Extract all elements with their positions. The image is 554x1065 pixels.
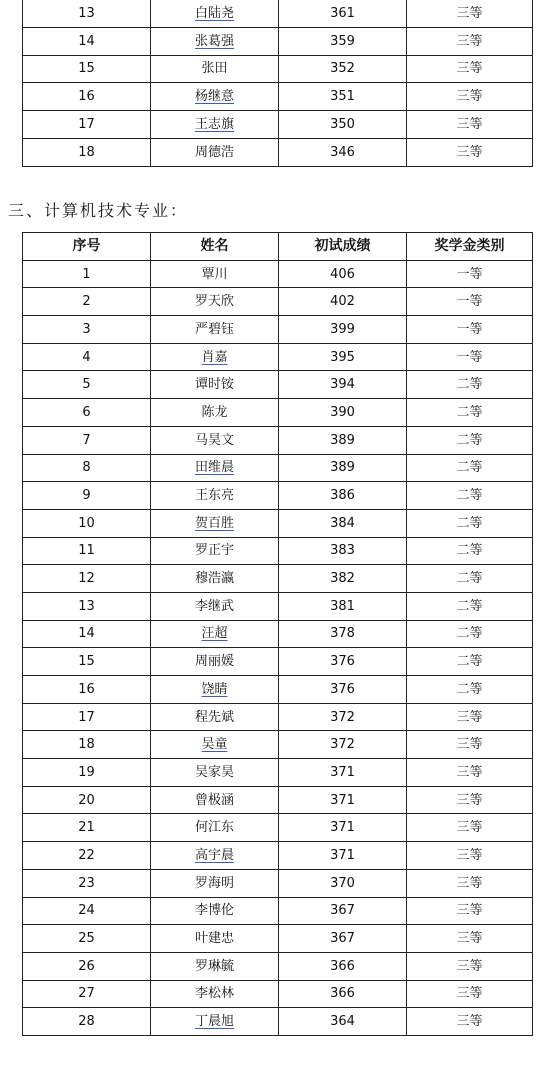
cell-initial-score: 359 bbox=[330, 33, 355, 49]
cell-scholarship-category: 三等 bbox=[456, 33, 483, 49]
cell-serial-number: 3 bbox=[82, 321, 91, 337]
cell-initial-score: 371 bbox=[330, 792, 355, 808]
cell-scholarship-category: 二等 bbox=[456, 432, 483, 448]
cell-name: 覃川 bbox=[201, 266, 228, 282]
cell-serial-number: 20 bbox=[78, 792, 95, 808]
cell-name: 李继武 bbox=[194, 598, 234, 614]
cell-initial-score: 351 bbox=[330, 89, 355, 105]
cell-scholarship-category: 三等 bbox=[456, 5, 483, 21]
cell-name: 李松林 bbox=[194, 986, 234, 1002]
cell-name: 李博伦 bbox=[194, 903, 234, 919]
header-scholarship-category: 奖学金类别 bbox=[407, 233, 533, 261]
cell-initial-score: 395 bbox=[330, 349, 355, 365]
cell-initial-score: 376 bbox=[330, 654, 355, 670]
cell-initial-score: 366 bbox=[330, 986, 355, 1002]
cell-initial-score: 383 bbox=[330, 543, 355, 559]
cell-serial-number: 10 bbox=[78, 515, 95, 531]
computer-technology-table-body bbox=[23, 260, 533, 1035]
cell-scholarship-category: 一等 bbox=[456, 349, 483, 365]
cell-initial-score: 394 bbox=[330, 377, 355, 393]
cell-serial-number: 8 bbox=[82, 460, 91, 476]
cell-serial-number: 18 bbox=[78, 144, 95, 160]
cell-serial-number: 17 bbox=[78, 117, 95, 133]
cell-scholarship-category: 三等 bbox=[456, 903, 483, 919]
cell-name: 陈龙 bbox=[201, 404, 228, 420]
cell-name: 谭时铵 bbox=[194, 377, 234, 393]
cell-name: 吴童 bbox=[201, 737, 228, 753]
table-row bbox=[23, 925, 533, 953]
cell-name: 贺百胜 bbox=[194, 515, 234, 531]
cell-initial-score: 372 bbox=[330, 737, 355, 753]
cell-scholarship-category: 一等 bbox=[456, 321, 483, 337]
table-row bbox=[23, 316, 533, 344]
header-name: 姓名 bbox=[151, 233, 279, 261]
cell-name: 王志旗 bbox=[194, 117, 234, 133]
cell-serial-number: 16 bbox=[78, 681, 95, 697]
cell-serial-number: 5 bbox=[82, 377, 91, 393]
cell-serial-number: 9 bbox=[82, 488, 91, 504]
cell-initial-score: 371 bbox=[330, 764, 355, 780]
table-row bbox=[23, 454, 533, 482]
cell-initial-score: 402 bbox=[330, 294, 355, 310]
cell-scholarship-category: 一等 bbox=[456, 294, 483, 310]
cell-name: 罗海明 bbox=[194, 875, 234, 891]
cell-scholarship-category: 三等 bbox=[456, 709, 483, 725]
cell-name: 罗琳毓 bbox=[194, 958, 234, 974]
cell-serial-number: 15 bbox=[78, 61, 95, 77]
table-row bbox=[23, 592, 533, 620]
cell-serial-number: 11 bbox=[78, 543, 95, 559]
cell-scholarship-category: 二等 bbox=[456, 460, 483, 476]
cell-scholarship-category: 二等 bbox=[456, 571, 483, 587]
cell-scholarship-category: 二等 bbox=[456, 654, 483, 670]
table-row bbox=[23, 27, 533, 55]
table-row bbox=[23, 842, 533, 870]
cell-name: 张葛强 bbox=[194, 33, 234, 49]
cell-initial-score: 361 bbox=[330, 5, 355, 21]
cell-initial-score: 350 bbox=[330, 117, 355, 133]
cell-scholarship-category: 二等 bbox=[456, 377, 483, 393]
cell-initial-score: 376 bbox=[330, 681, 355, 697]
table-row bbox=[23, 537, 533, 565]
table-row bbox=[23, 509, 533, 537]
cell-name: 吴家昊 bbox=[194, 764, 234, 780]
table-row bbox=[23, 897, 533, 925]
section-heading: 三、计算机技术专业： bbox=[8, 201, 189, 220]
table-row bbox=[23, 288, 533, 316]
table-row bbox=[23, 0, 533, 27]
cell-name: 肖嘉 bbox=[201, 349, 228, 365]
cell-name: 穆浩瀛 bbox=[194, 571, 234, 587]
table-row bbox=[23, 111, 533, 139]
cell-initial-score: 367 bbox=[330, 903, 355, 919]
cell-scholarship-category: 三等 bbox=[456, 737, 483, 753]
cell-name: 马昊文 bbox=[194, 432, 234, 448]
cell-scholarship-category: 三等 bbox=[456, 61, 483, 77]
cell-serial-number: 25 bbox=[78, 931, 95, 947]
table-row bbox=[23, 55, 533, 83]
cell-scholarship-category: 三等 bbox=[456, 1014, 483, 1030]
cell-serial-number: 6 bbox=[82, 404, 91, 420]
table-row bbox=[23, 980, 533, 1008]
cell-scholarship-category: 二等 bbox=[456, 488, 483, 504]
cell-initial-score: 378 bbox=[330, 626, 355, 642]
cell-scholarship-category: 三等 bbox=[456, 875, 483, 891]
cell-initial-score: 370 bbox=[330, 875, 355, 891]
cell-scholarship-category: 三等 bbox=[456, 792, 483, 808]
cell-serial-number: 12 bbox=[78, 571, 95, 587]
cell-initial-score: 371 bbox=[330, 820, 355, 836]
cell-serial-number: 27 bbox=[78, 986, 95, 1002]
cell-serial-number: 14 bbox=[78, 33, 95, 49]
cell-name: 周丽媛 bbox=[194, 654, 234, 670]
cell-serial-number: 7 bbox=[82, 432, 91, 448]
cell-initial-score: 389 bbox=[330, 460, 355, 476]
table-row bbox=[23, 83, 533, 111]
cell-initial-score: 372 bbox=[330, 709, 355, 725]
cell-scholarship-category: 三等 bbox=[456, 986, 483, 1002]
table-row bbox=[23, 482, 533, 510]
cell-serial-number: 17 bbox=[78, 709, 95, 725]
cell-serial-number: 16 bbox=[78, 89, 95, 105]
cell-serial-number: 4 bbox=[82, 349, 91, 365]
cell-name: 罗正宇 bbox=[194, 543, 234, 559]
computer-technology-scholarship-table bbox=[22, 232, 533, 1036]
table-row bbox=[23, 869, 533, 897]
cell-name: 周德浩 bbox=[194, 144, 234, 160]
cell-serial-number: 19 bbox=[78, 764, 95, 780]
cell-initial-score: 406 bbox=[330, 266, 355, 282]
cell-name: 张田 bbox=[201, 61, 228, 77]
table-row bbox=[23, 565, 533, 593]
previous-section-table-body bbox=[23, 0, 533, 166]
cell-initial-score: 367 bbox=[330, 931, 355, 947]
table-row bbox=[23, 786, 533, 814]
cell-name: 罗天欣 bbox=[194, 294, 234, 310]
cell-initial-score: 352 bbox=[330, 61, 355, 77]
cell-initial-score: 366 bbox=[330, 958, 355, 974]
cell-scholarship-category: 二等 bbox=[456, 598, 483, 614]
cell-scholarship-category: 二等 bbox=[456, 681, 483, 697]
table-row bbox=[23, 260, 533, 288]
table-row bbox=[23, 138, 533, 166]
cell-name: 严碧钰 bbox=[194, 321, 234, 337]
table-row bbox=[23, 952, 533, 980]
cell-serial-number: 2 bbox=[82, 294, 91, 310]
cell-serial-number: 14 bbox=[78, 626, 95, 642]
cell-serial-number: 13 bbox=[78, 598, 95, 614]
cell-name: 白陆尧 bbox=[194, 5, 234, 21]
cell-name: 丁晨旭 bbox=[194, 1014, 234, 1030]
cell-scholarship-category: 一等 bbox=[456, 266, 483, 282]
cell-serial-number: 28 bbox=[78, 1014, 95, 1030]
table-row bbox=[23, 399, 533, 427]
header-serial-number: 序号 bbox=[23, 233, 151, 261]
cell-serial-number: 15 bbox=[78, 654, 95, 670]
cell-initial-score: 386 bbox=[330, 488, 355, 504]
cell-scholarship-category: 三等 bbox=[456, 958, 483, 974]
cell-serial-number: 23 bbox=[78, 875, 95, 891]
cell-scholarship-category: 三等 bbox=[456, 820, 483, 836]
cell-serial-number: 21 bbox=[78, 820, 95, 836]
cell-initial-score: 381 bbox=[330, 598, 355, 614]
table-row bbox=[23, 814, 533, 842]
cell-name: 曾极涵 bbox=[194, 792, 234, 808]
cell-scholarship-category: 二等 bbox=[456, 626, 483, 642]
cell-scholarship-category: 三等 bbox=[456, 89, 483, 105]
table-row bbox=[23, 648, 533, 676]
cell-initial-score: 384 bbox=[330, 515, 355, 531]
cell-serial-number: 24 bbox=[78, 903, 95, 919]
table-row bbox=[23, 1008, 533, 1036]
cell-scholarship-category: 二等 bbox=[456, 515, 483, 531]
cell-initial-score: 382 bbox=[330, 571, 355, 587]
table-row bbox=[23, 371, 533, 399]
cell-name: 饶睛 bbox=[201, 681, 228, 697]
cell-serial-number: 26 bbox=[78, 958, 95, 974]
table-header-row bbox=[23, 233, 533, 261]
table-row bbox=[23, 676, 533, 704]
cell-name: 杨继意 bbox=[194, 89, 234, 105]
table-row bbox=[23, 426, 533, 454]
cell-name: 叶建忠 bbox=[194, 931, 234, 947]
cell-initial-score: 364 bbox=[330, 1014, 355, 1030]
cell-name: 田维晨 bbox=[194, 460, 234, 476]
cell-initial-score: 346 bbox=[330, 144, 355, 160]
cell-scholarship-category: 三等 bbox=[456, 764, 483, 780]
cell-name: 高宇晨 bbox=[194, 847, 234, 863]
table-row bbox=[23, 343, 533, 371]
cell-serial-number: 22 bbox=[78, 847, 95, 863]
cell-scholarship-category: 三等 bbox=[456, 847, 483, 863]
cell-initial-score: 390 bbox=[330, 404, 355, 420]
cell-initial-score: 389 bbox=[330, 432, 355, 448]
table-row bbox=[23, 731, 533, 759]
cell-name: 王东亮 bbox=[194, 488, 234, 504]
cell-scholarship-category: 二等 bbox=[456, 404, 483, 420]
cell-name: 程先斌 bbox=[194, 709, 234, 725]
table-row bbox=[23, 703, 533, 731]
header-initial-score: 初试成绩 bbox=[279, 233, 407, 261]
cell-initial-score: 371 bbox=[330, 847, 355, 863]
cell-serial-number: 1 bbox=[82, 266, 91, 282]
cell-name: 何江东 bbox=[194, 820, 234, 836]
cell-name: 汪超 bbox=[201, 626, 228, 642]
cell-serial-number: 18 bbox=[78, 737, 95, 753]
cell-scholarship-category: 二等 bbox=[456, 543, 483, 559]
table-row bbox=[23, 620, 533, 648]
cell-serial-number: 13 bbox=[78, 5, 95, 21]
cell-scholarship-category: 三等 bbox=[456, 117, 483, 133]
cell-initial-score: 399 bbox=[330, 321, 355, 337]
table-row bbox=[23, 759, 533, 787]
cell-scholarship-category: 三等 bbox=[456, 931, 483, 947]
previous-section-table bbox=[22, 0, 533, 167]
cell-scholarship-category: 三等 bbox=[456, 144, 483, 160]
